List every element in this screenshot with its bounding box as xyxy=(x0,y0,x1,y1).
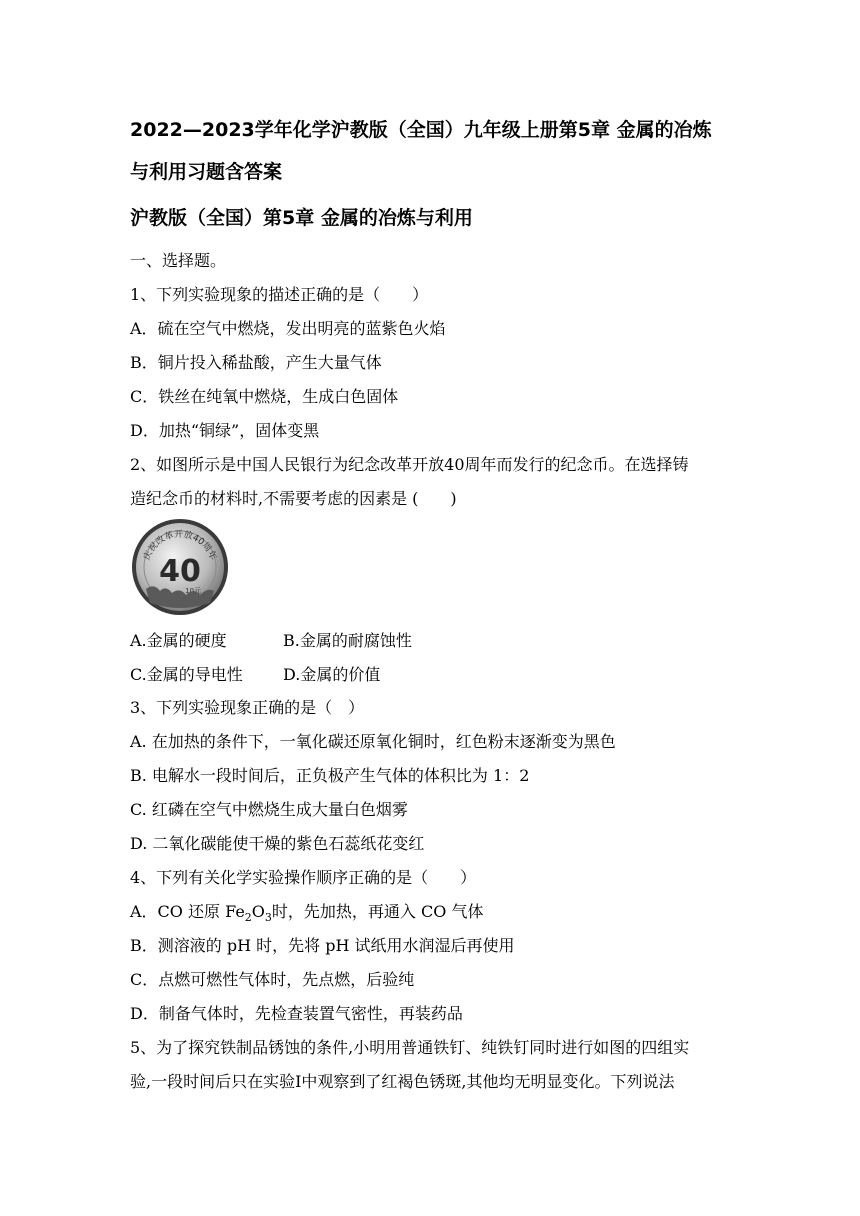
question-2-option-d: D.金属的价值 xyxy=(283,665,381,684)
question-2-stem-line2: 造纪念币的材料时,不需要考虑的因素是 ( ) xyxy=(130,489,457,508)
question-1-stem: 1、下列实验现象的描述正确的是（ ） xyxy=(130,285,429,304)
question-4-stem: 4、下列有关化学实验操作顺序正确的是（ ） xyxy=(130,868,477,887)
question-1-option-b: B．铜片投入稀盐酸，产生大量气体 xyxy=(130,353,382,372)
document-title-line1: 2022—2023学年化学沪教版（全国）九年级上册第5章 金属的冶炼 xyxy=(130,119,712,141)
question-3-option-c: C. 红磷在空气中燃烧生成大量白色烟雾 xyxy=(130,800,408,819)
coin-illustration xyxy=(130,517,230,617)
section-title: 沪教版（全国）第5章 金属的冶炼与利用 xyxy=(130,207,473,229)
question-5-stem-line2: 验,一段时间后只在实验Ⅰ中观察到了红褐色锈斑,其他均无明显变化。下列说法 xyxy=(130,1072,675,1091)
question-2-options-row2 xyxy=(130,664,380,686)
question-4-option-c: C．点燃可燃性气体时，先点燃，后验纯 xyxy=(130,970,415,989)
question-5-stem-line1: 5、为了探究铁制品锈蚀的条件,小明用普通铁钉、纯铁钉同时进行如图的四组实 xyxy=(130,1038,690,1057)
question-4-option-a: A．CO 还原 $Fe_2O_3$时，先加热，再通入 CO 气体 xyxy=(130,902,484,925)
question-1-option-c: C．铁丝在纯氧中燃烧，生成白色固体 xyxy=(130,387,399,406)
question-3-option-b: B. 电解水一段时间后，正负极产生气体的体积比为 1：2 xyxy=(130,766,530,785)
question-2-option-b: B.金属的耐腐蚀性 xyxy=(283,631,412,650)
part-heading: 一、选择题。 xyxy=(130,251,227,270)
question-1-option-d: D．加热“铜绿”，固体变黑 xyxy=(130,421,320,440)
coin-denomination: 10元 xyxy=(185,587,201,595)
question-2-option-a: A.金属的硬度 xyxy=(130,631,227,650)
question-2-option-c: C.金属的导电性 xyxy=(130,665,243,684)
question-3-option-a: A. 在加热的条件下，一氧化碳还原氧化铜时，红色粉末逐渐变为黑色 xyxy=(130,732,616,751)
document-title-line2: 与利用习题含答案 xyxy=(130,161,283,183)
question-4-option-d: D．制备气体时，先检查装置气密性，再装药品 xyxy=(130,1004,463,1023)
question-4-option-b: B．测溶液的 pH 时，先将 pH 试纸用水润湿后再使用 xyxy=(130,936,515,955)
question-2-options-row1 xyxy=(130,630,412,652)
question-2-stem-line1: 2、如图所示是中国人民银行为纪念改革开放40周年而发行的纪念币。在选择铸 xyxy=(130,455,689,474)
question-3-option-d: D. 二氧化碳能使干燥的紫色石蕊纸花变红 xyxy=(130,834,425,853)
commemorative-coin-image xyxy=(130,517,230,617)
coin-ring-text: 庆祝改革开放40周年 xyxy=(142,529,218,562)
question-3-stem: 3、下列实验现象正确的是（ ） xyxy=(130,698,365,717)
coin-number-40: 40 xyxy=(159,554,201,589)
question-1-option-a: A．硫在空气中燃烧，发出明亮的蓝紫色火焰 xyxy=(130,319,446,338)
